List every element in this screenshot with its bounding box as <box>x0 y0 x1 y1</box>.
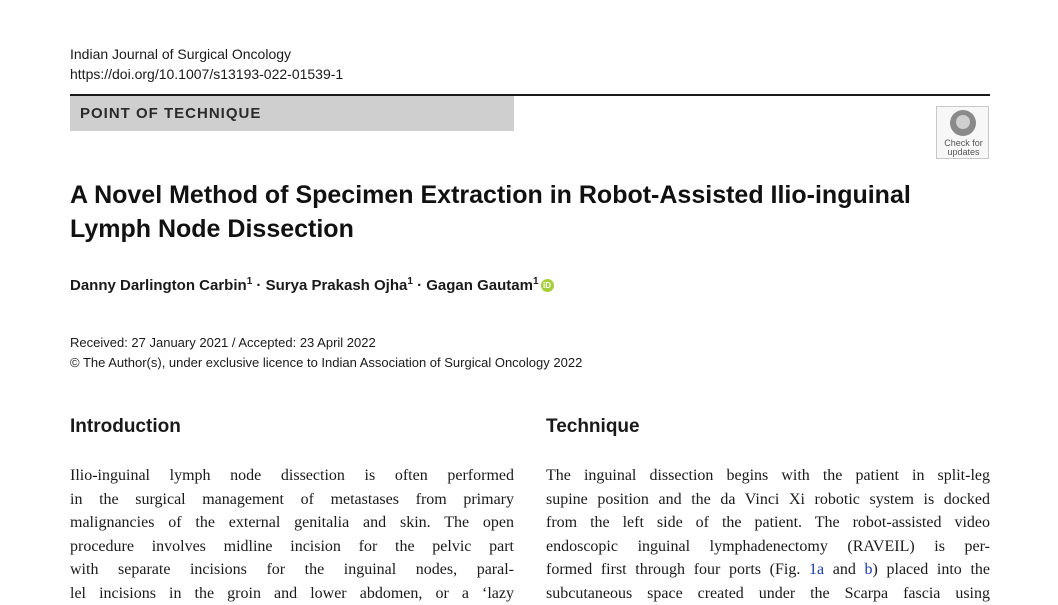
text-line: Ilio-inguinal lymph node dissection is often performed <box>70 464 514 488</box>
article-type-label: POINT OF TECHNIQUE <box>80 105 261 122</box>
figure-link-1a[interactable]: 1a <box>809 561 824 578</box>
text-line: subcutaneous space created under the Scarpa fascia using <box>546 582 990 605</box>
title-line-2: Lymph Node Dissection <box>70 212 970 246</box>
text-line: malignancies of the external genitalia and skin. The open <box>70 511 514 535</box>
text-line: supine position and the da Vinci Xi robotic system is docked <box>546 488 990 512</box>
figure-link-b[interactable]: b <box>865 561 873 578</box>
text-line-with-figure-links <box>546 558 990 582</box>
text-line: in the surgical management of metastases from primary <box>70 488 514 512</box>
journal-name: Indian Journal of Surgical Oncology <box>70 44 343 64</box>
author-affiliation: 1 <box>407 276 413 287</box>
author-separator: · <box>252 277 265 294</box>
author-affiliation: 1 <box>247 276 253 287</box>
text-line: procedure involves midline incision for the pelvic part <box>70 535 514 559</box>
article-type-banner <box>70 96 514 131</box>
check-for-label: Check for <box>937 139 990 148</box>
text-line: lel incisions in the groin and lower abdomen, or a ‘lazy <box>70 582 514 605</box>
copyright-line: © The Author(s), under exclusive licence to Indian Association of Surgical Oncology 2022 <box>70 353 582 373</box>
article-title <box>70 178 970 246</box>
text-line: with separate incisions for the inguinal nodes, paral- <box>70 558 514 582</box>
journal-header <box>70 44 343 84</box>
introduction-text <box>70 464 514 605</box>
author-affiliation: 1 <box>533 276 539 287</box>
technique-text <box>546 464 990 605</box>
title-line-1: A Novel Method of Specimen Extraction in Robot-Assisted Ilio-inguinal <box>70 178 970 212</box>
text-line: from the left side of the patient. The robot-assisted video <box>546 511 990 535</box>
author-name[interactable]: Surya Prakash Ojha <box>266 277 408 294</box>
section-heading-technique: Technique <box>546 416 640 438</box>
check-for-updates-button[interactable] <box>936 106 989 159</box>
text-segment: formed first through four ports (Fig. <box>546 561 809 578</box>
text-line: The inguinal dissection begins with the patient in split-leg <box>546 464 990 488</box>
author-name[interactable]: Gagan Gautam <box>426 277 533 294</box>
section-heading-introduction: Introduction <box>70 416 181 438</box>
crossmark-icon <box>950 110 976 136</box>
author-separator: · <box>413 277 426 294</box>
text-line: endoscopic inguinal lymphadenectomy (RAVEIL) is per- <box>546 535 990 559</box>
orcid-icon[interactable]: iD <box>541 279 554 292</box>
updates-label: updates <box>937 148 990 157</box>
article-dates <box>70 333 582 373</box>
received-accepted: Received: 27 January 2021 / Accepted: 23 April 2022 <box>70 333 582 353</box>
text-segment: ) placed into the <box>873 561 990 578</box>
author-list <box>70 276 554 294</box>
author-name[interactable]: Danny Darlington Carbin <box>70 277 247 294</box>
text-segment: and <box>824 561 864 578</box>
doi-link[interactable]: https://doi.org/10.1007/s13193-022-01539-1 <box>70 64 343 84</box>
